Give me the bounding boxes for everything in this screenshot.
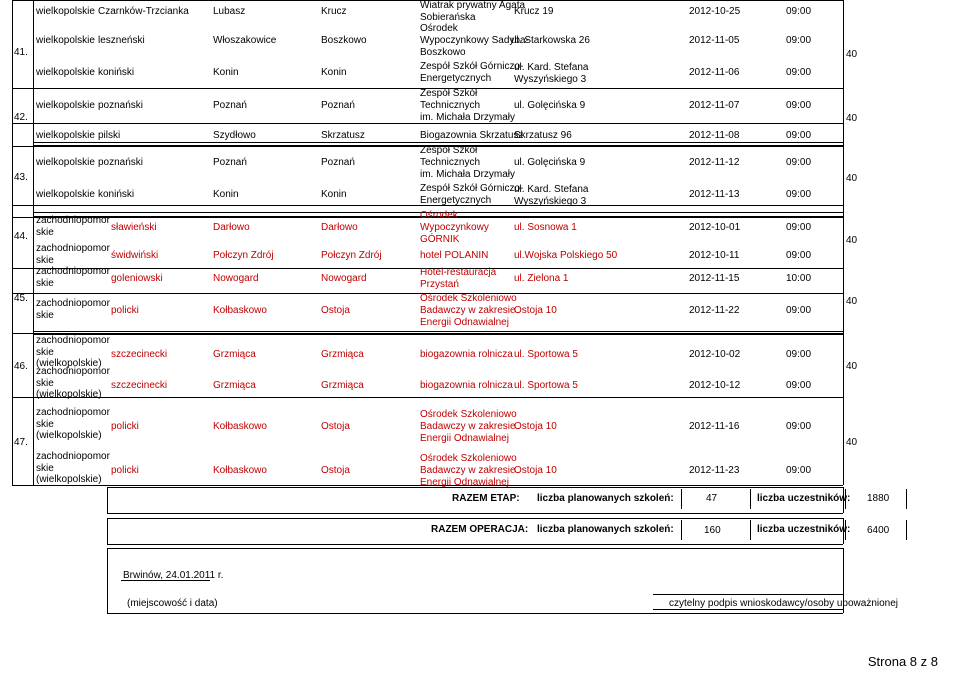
training-date: 2012-10-01 — [689, 222, 741, 233]
training-venue: Hotel-restauracja — [420, 267, 497, 278]
gmina: Włoszakowice — [213, 35, 277, 46]
grid-line — [681, 520, 682, 540]
training-date: 2012-11-05 — [689, 35, 740, 46]
powiat: sławieński — [111, 222, 157, 233]
training-time: 09:00 — [786, 157, 812, 168]
group-participants: 40 — [846, 173, 858, 184]
voivodeship: wielkopolskie — [36, 100, 95, 111]
group-number: 45. — [14, 293, 28, 304]
address: ul. Starkowska 26 — [511, 35, 590, 46]
group-number: 47. — [14, 437, 28, 448]
training-venue: Energetycznych — [420, 73, 492, 84]
signature-label: czytelny podpis wnioskodawcy/osoby upoważnionej — [669, 598, 899, 609]
operacja-uczestnikow-label: liczba uczestników: — [757, 524, 851, 535]
grid-line — [12, 0, 13, 485]
powiat: policki — [111, 421, 139, 432]
training-date: 2012-11-15 — [689, 273, 740, 284]
address: ul. Golęcińska 9 — [514, 100, 586, 111]
voivodeship: skie — [36, 254, 54, 266]
voivodeship: (wielkopolskie) — [36, 358, 102, 369]
powiat: leszneński — [98, 35, 145, 46]
gmina: Kołbaskowo — [213, 421, 267, 432]
training-time: 09:00 — [786, 380, 812, 391]
powiat: poznański — [98, 100, 144, 111]
voivodeship: skie — [36, 346, 54, 358]
miasto: Ostoja — [321, 305, 350, 316]
training-date: 2012-11-12 — [689, 157, 740, 168]
gmina: Kołbaskowo — [213, 305, 267, 316]
address: ul. Golęcińska 9 — [514, 157, 586, 168]
training-date: 2012-11-07 — [689, 100, 740, 111]
training-date: 2012-11-22 — [689, 305, 740, 316]
training-venue: Boszkowo — [420, 47, 466, 58]
grid-line — [33, 334, 843, 335]
training-time: 09:00 — [786, 222, 812, 233]
grid-line — [107, 548, 843, 549]
group-number: 46. — [14, 361, 28, 372]
gmina: Konin — [213, 67, 239, 78]
powiat: koniński — [98, 189, 135, 200]
address: ul.Wojska Polskiego 50 — [514, 250, 618, 261]
voivodeship: zachodniopomor — [36, 407, 110, 418]
gmina: Lubasz — [213, 6, 246, 17]
voivodeship: zachodniopomor — [36, 451, 110, 462]
training-venue: Energii Odnawialnej — [420, 433, 509, 444]
group-participants: 40 — [846, 49, 858, 60]
gmina: Kołbaskowo — [213, 465, 267, 476]
place-date: Brwinów, 24.01.2011 r. — [123, 570, 224, 581]
operacja-uczestnikow-value: 6400 — [867, 525, 890, 536]
miasto: Poznań — [321, 157, 355, 168]
group-participants: 40 — [846, 113, 858, 124]
grid-line — [107, 548, 108, 613]
voivodeship: (wielkopolskie) — [36, 430, 102, 441]
training-venue: Badawczy w zakresie — [420, 465, 516, 476]
training-time: 09:00 — [786, 130, 812, 141]
operacja-szkolen-value: 160 — [704, 525, 721, 536]
training-time: 09:00 — [786, 189, 812, 200]
voivodeship: zachodniopomor — [36, 243, 110, 254]
miasto: Konin — [321, 67, 347, 78]
training-venue: Ośrodek — [420, 210, 458, 221]
training-venue: biogazownia rolnicza — [420, 380, 513, 391]
gmina: Konin — [213, 189, 239, 200]
miasto: Skrzatusz — [321, 130, 365, 141]
training-venue: im. Michała Drzymały — [420, 112, 516, 123]
miasto: Ostoja — [321, 465, 350, 476]
voivodeship: (wielkopolskie) — [36, 389, 102, 400]
razem-etap-label: RAZEM ETAP: — [452, 493, 520, 504]
training-time: 09:00 — [786, 305, 812, 316]
address: ul. Zielona 1 — [514, 273, 569, 284]
gmina: Poznań — [213, 157, 247, 168]
training-venue: Ośrodek Szkoleniowo — [420, 409, 517, 420]
training-venue: Ośrodek — [420, 23, 458, 34]
miasto: Ostoja — [321, 421, 350, 432]
grid-line — [107, 518, 108, 544]
training-venue: Energetycznych — [420, 195, 492, 206]
miasto: Połczyn Zdrój — [321, 250, 382, 261]
voivodeship: skie — [36, 309, 54, 321]
training-venue: biogazownia rolnicza — [420, 349, 513, 360]
training-time: 09:00 — [786, 6, 812, 17]
powiat: Czarnków-Trzcianka — [98, 6, 189, 17]
etap-szkolen-label: liczba planowanych szkoleń: — [537, 493, 674, 504]
training-time: 09:00 — [786, 100, 812, 111]
miasto: Grzmiąca — [321, 380, 364, 391]
training-venue: im. Michała Drzymały — [420, 169, 516, 180]
powiat: poznański — [98, 157, 144, 168]
group-participants: 40 — [846, 235, 858, 246]
voivodeship: wielkopolskie — [36, 67, 95, 78]
address: ul. Kard. Stefana — [514, 184, 589, 195]
miasto: Nowogard — [321, 273, 367, 284]
group-participants: 40 — [846, 296, 858, 307]
gmina: Nowogard — [213, 273, 259, 284]
training-date: 2012-10-11 — [689, 250, 740, 261]
grid-line — [33, 331, 843, 332]
grid-line — [107, 518, 843, 519]
miasto: Boszkowo — [321, 35, 367, 46]
gmina: Grzmiąca — [213, 380, 256, 391]
voivodeship: zachodniopomor — [36, 298, 110, 309]
gmina: Darłowo — [213, 222, 250, 233]
powiat: pilski — [98, 130, 121, 141]
miasto: Konin — [321, 189, 347, 200]
grid-line — [12, 397, 843, 398]
training-date: 2012-10-02 — [689, 349, 741, 360]
training-venue: Ośrodek Szkoleniowo — [420, 453, 517, 464]
training-date: 2012-10-12 — [689, 380, 741, 391]
powiat: goleniowski — [111, 273, 163, 284]
etap-szkolen-value: 47 — [706, 493, 718, 504]
training-venue: Biogazownia Skrzatusz — [420, 130, 524, 141]
gmina: Poznań — [213, 100, 247, 111]
operacja-szkolen-label: liczba planowanych szkoleń: — [537, 524, 674, 535]
grid-line — [843, 0, 844, 485]
address: Skrzatusz 96 — [514, 130, 572, 141]
grid-line — [107, 613, 843, 614]
training-venue: Ośrodek Szkoleniowo — [420, 293, 517, 304]
voivodeship: wielkopolskie — [36, 130, 95, 141]
training-date: 2012-11-16 — [689, 421, 740, 432]
powiat: szczecinecki — [111, 349, 168, 360]
miasto: Grzmiąca — [321, 349, 364, 360]
address: Krucz 19 — [514, 6, 554, 17]
voivodeship: zachodniopomor — [36, 366, 110, 377]
grid-line — [681, 489, 682, 509]
voivodeship: wielkopolskie — [36, 189, 95, 200]
miasto: Darłowo — [321, 222, 358, 233]
group-number: 44. — [14, 231, 28, 242]
voivodeship: (wielkopolskie) — [36, 474, 102, 485]
training-date: 2012-11-13 — [689, 189, 740, 200]
grid-line — [750, 489, 751, 509]
training-venue: Przystań — [420, 279, 459, 290]
voivodeship: zachodniopomor — [36, 335, 110, 346]
grid-line — [906, 489, 907, 509]
training-venue: Wypoczynkowy Sadyba- — [420, 35, 529, 46]
grid-line — [33, 0, 34, 485]
address: ul. Sosnowa 1 — [514, 222, 577, 233]
grid-line — [33, 142, 843, 143]
voivodeship: wielkopolskie — [36, 157, 95, 168]
voivodeship: wielkopolskie — [36, 35, 95, 46]
voivodeship: skie — [36, 277, 54, 289]
training-venue: Sobierańska — [420, 12, 476, 23]
powiat: koniński — [98, 67, 135, 78]
etap-uczestnikow-value: 1880 — [867, 493, 890, 504]
group-number: 42. — [14, 112, 28, 123]
training-venue: Technicznych — [420, 100, 481, 111]
address: ul. Sportowa 5 — [514, 349, 578, 360]
gmina: Szydłowo — [213, 130, 256, 141]
grid-line — [107, 487, 108, 513]
address: Ostoja 10 — [514, 465, 557, 476]
voivodeship: zachodniopomor — [36, 266, 110, 277]
training-time: 09:00 — [786, 250, 812, 261]
training-venue: Wypoczynkowy — [420, 222, 489, 233]
group-number: 41. — [14, 47, 28, 58]
powiat: szczecinecki — [111, 380, 168, 391]
grid-line — [107, 513, 843, 514]
training-venue: GÓRNIK — [420, 234, 460, 245]
miasto: Poznań — [321, 100, 355, 111]
page-number: Strona 8 z 8 — [867, 654, 938, 669]
address: ul. Sportowa 5 — [514, 380, 578, 391]
training-venue: hotel POLANIN — [420, 250, 489, 261]
address: Ostoja 10 — [514, 421, 557, 432]
training-venue: Energii Odnawialnej — [420, 317, 509, 328]
training-venue: Zespół Szkół Górniczo- — [420, 61, 524, 72]
training-venue: Technicznych — [420, 157, 481, 168]
grid-line — [750, 520, 751, 540]
place-date-label: (miejscowość i data) — [127, 598, 218, 609]
grid-line — [653, 594, 843, 595]
voivodeship: wielkopolskie — [36, 6, 95, 17]
voivodeship: skie — [36, 226, 54, 238]
group-participants: 40 — [846, 437, 858, 448]
training-time: 09:00 — [786, 421, 812, 432]
training-date: 2012-10-25 — [689, 6, 741, 17]
training-venue: Wiatrak prywatny Agata — [420, 0, 526, 11]
address: Wyszyńskiego 3 — [514, 74, 587, 85]
training-time: 09:00 — [786, 67, 812, 78]
etap-uczestnikow-label: liczba uczestników: — [757, 493, 851, 504]
training-date: 2012-11-06 — [689, 67, 740, 78]
grid-line — [107, 544, 843, 545]
training-time: 09:00 — [786, 465, 812, 476]
address: Ostoja 10 — [514, 305, 557, 316]
miasto: Krucz — [321, 6, 347, 17]
grid-line — [906, 520, 907, 540]
powiat: policki — [111, 305, 139, 316]
training-time: 10:00 — [786, 273, 812, 284]
address: ul. Kard. Stefana — [514, 62, 589, 73]
training-venue: Badawczy w zakresie — [420, 421, 516, 432]
training-date: 2012-11-08 — [689, 130, 740, 141]
training-venue: Zespół Szkół Górniczo- — [420, 183, 524, 194]
group-number: 43. — [14, 172, 28, 183]
gmina: Grzmiąca — [213, 349, 256, 360]
training-time: 09:00 — [786, 35, 812, 46]
powiat: świdwiński — [111, 250, 159, 261]
training-date: 2012-11-23 — [689, 465, 740, 476]
group-participants: 40 — [846, 361, 858, 372]
training-time: 09:00 — [786, 349, 812, 360]
voivodeship: skie — [36, 377, 54, 389]
training-venue: Zespół Szkół — [420, 88, 478, 99]
voivodeship: skie — [36, 462, 54, 474]
training-venue: Zespół Szkół — [420, 145, 478, 156]
training-venue: Energii Odnawialnej — [420, 477, 509, 488]
address: Wyszyńskiego 3 — [514, 196, 587, 207]
training-venue: Badawczy w zakresie — [420, 305, 516, 316]
voivodeship: zachodniopomor — [36, 215, 110, 226]
razem-operacja-label: RAZEM OPERACJA: — [431, 524, 529, 535]
powiat: policki — [111, 465, 139, 476]
gmina: Połczyn Zdrój — [213, 250, 274, 261]
voivodeship: skie — [36, 418, 54, 430]
